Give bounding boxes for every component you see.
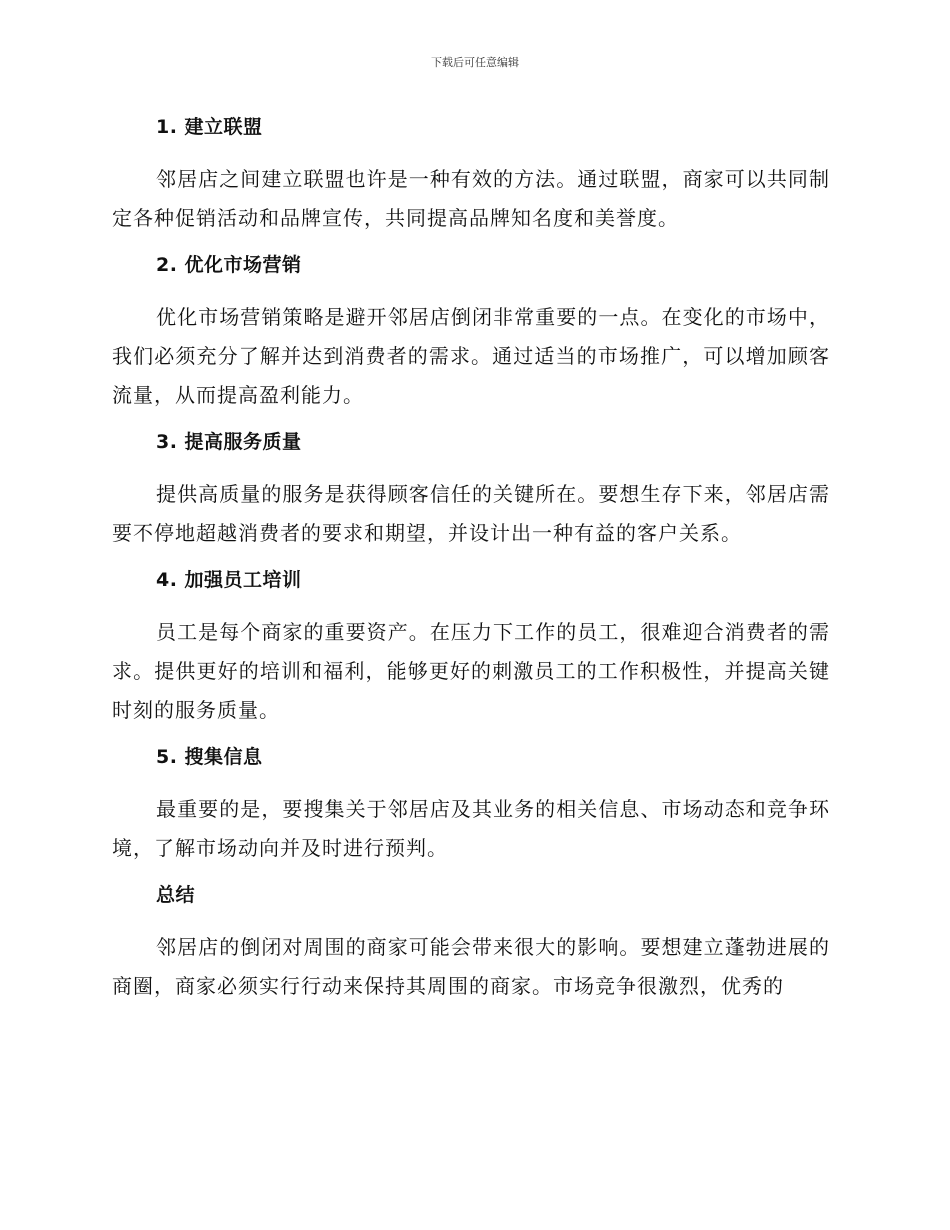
section-heading: 1. 建立联盟	[156, 116, 263, 138]
section-paragraph: 邻居店之间建立联盟也许是一种有效的方法。通过联盟，商家可以共同制定各种促销活动和品牌宣传，共同提高品牌知名度和美誉度。	[112, 167, 830, 230]
section-heading: 4. 加强员工培训	[156, 569, 302, 591]
section-staff-training	[112, 565, 830, 730]
section-service-quality	[112, 427, 830, 553]
section-paragraph: 提供高质量的服务是获得顾客信任的关键所在。要想生存下来，邻居店需要不停地超越消费者的要求和期望，并设计出一种有益的客户关系。	[112, 482, 830, 545]
section-heading: 5. 搜集信息	[156, 746, 263, 768]
section-heading: 2. 优化市场营销	[156, 254, 302, 276]
section-heading: 3. 提高服务质量	[156, 431, 302, 453]
section-marketing	[112, 250, 830, 415]
header-note: 下载后可任意编辑	[431, 56, 519, 69]
document-body	[112, 112, 830, 1018]
section-paragraph: 最重要的是，要搜集关于邻居店及其业务的相关信息、市场动态和竞争环境，了解市场动向并及时进行预判。	[112, 797, 830, 860]
section-paragraph: 优化市场营销策略是避开邻居店倒闭非常重要的一点。在变化的市场中，我们必须充分了解并达到消费者的需求。通过适当的市场推广，可以增加顾客流量，从而提高盈利能力。	[112, 305, 830, 407]
section-alliance	[112, 112, 830, 238]
section-information	[112, 742, 830, 868]
section-summary	[112, 880, 830, 1006]
section-heading: 总结	[156, 884, 196, 906]
section-paragraph: 员工是每个商家的重要资产。在压力下工作的员工，很难迎合消费者的需求。提供更好的培训和福利，能够更好的刺激员工的工作积极性，并提高关键时刻的服务质量。	[112, 620, 830, 722]
section-paragraph: 邻居店的倒闭对周围的商家可能会带来很大的影响。要想建立蓬勃进展的商圈，商家必须实行行动来保持其周围的商家。市场竞争很激烈，优秀的	[112, 935, 830, 998]
